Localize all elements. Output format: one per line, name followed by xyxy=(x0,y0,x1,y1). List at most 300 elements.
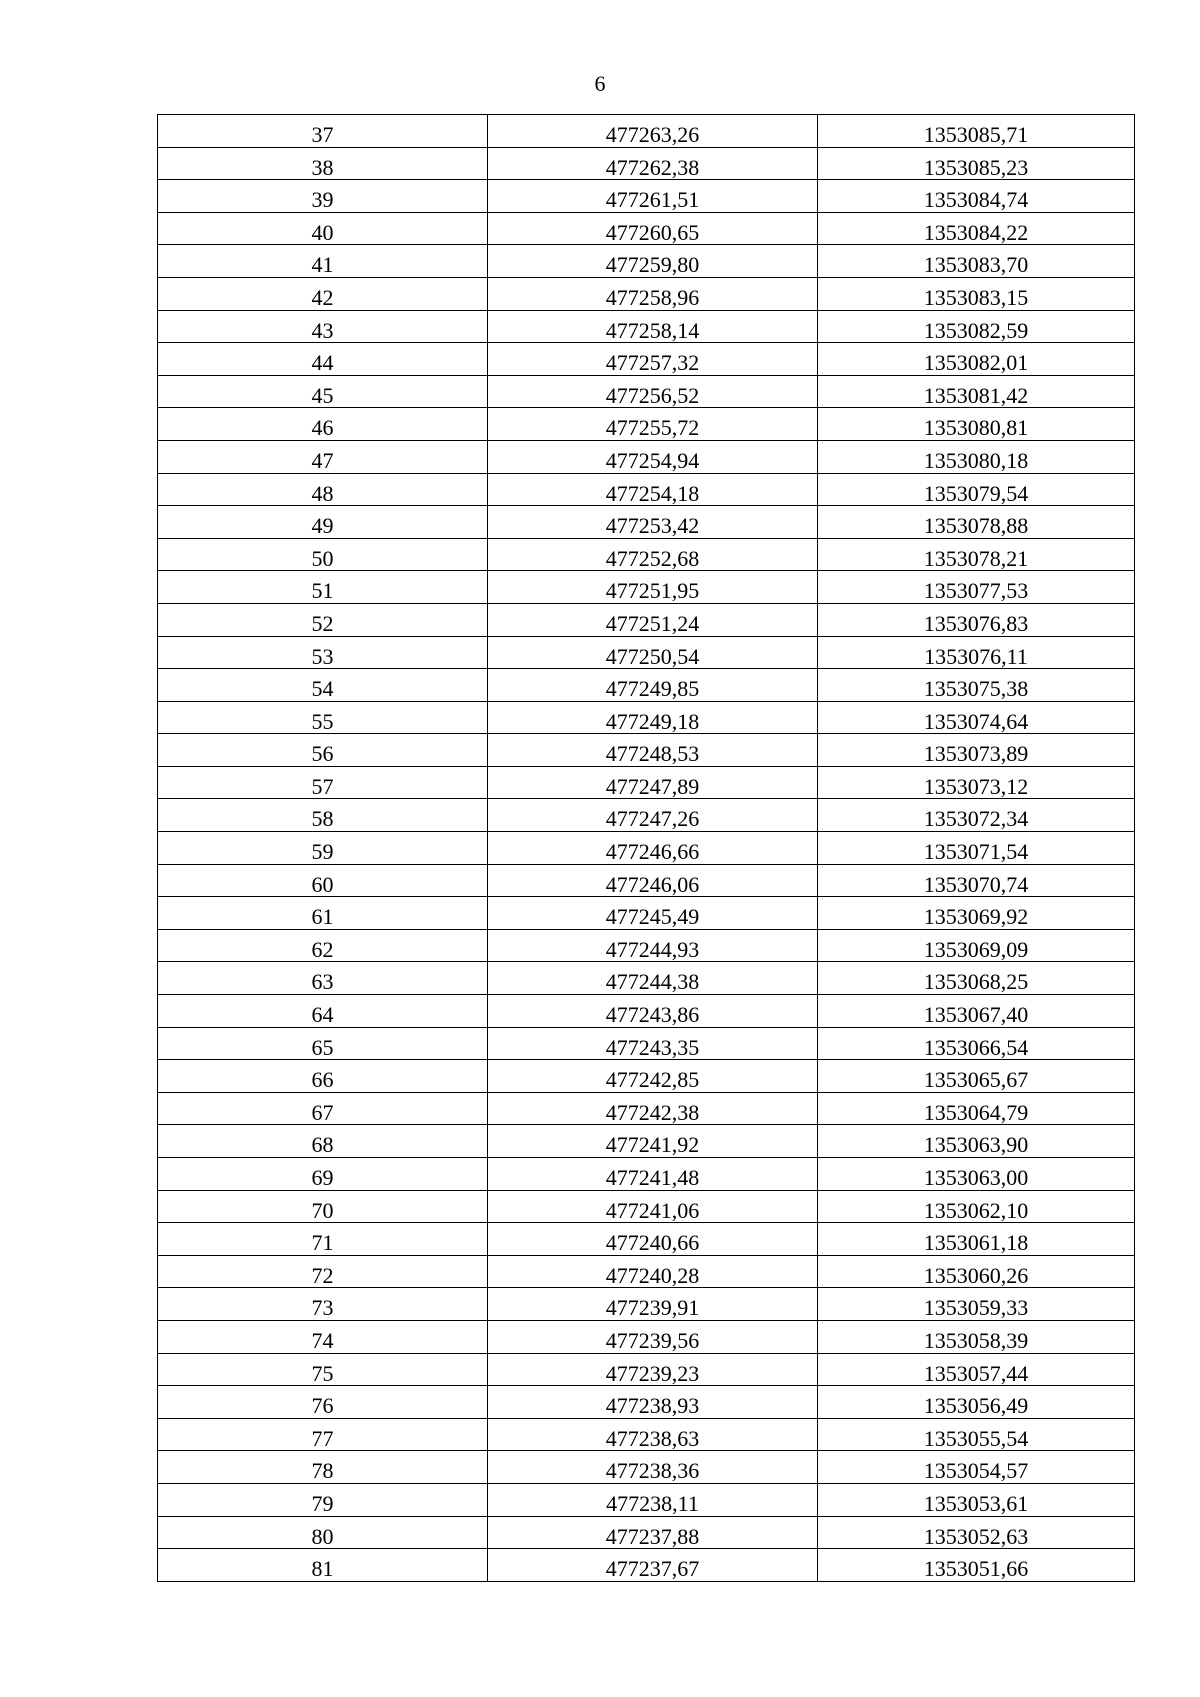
point-number-cell-text: 80 xyxy=(311,1523,334,1549)
table-row xyxy=(158,1125,1135,1158)
point-number-cell xyxy=(158,115,488,148)
table-row xyxy=(158,1353,1135,1386)
point-number-cell xyxy=(158,1353,488,1386)
y-coordinate-cell-text: 1353063,00 xyxy=(923,1165,1029,1190)
x-coordinate-cell xyxy=(488,962,818,995)
point-number-cell-text: 45 xyxy=(311,382,334,408)
point-number-cell xyxy=(158,1190,488,1223)
point-number-cell-text: 44 xyxy=(311,350,334,376)
point-number-cell xyxy=(158,1092,488,1125)
y-coordinate-cell xyxy=(818,1158,1135,1191)
table-body xyxy=(158,115,1135,1582)
y-coordinate-cell xyxy=(818,212,1135,245)
y-coordinate-cell-text: 1353083,15 xyxy=(923,284,1029,310)
y-coordinate-cell xyxy=(818,115,1135,148)
table-row xyxy=(158,147,1135,180)
point-number-cell-text: 47 xyxy=(311,447,334,473)
x-coordinate-cell xyxy=(488,1288,818,1321)
y-coordinate-cell-text: 1353063,90 xyxy=(923,1132,1029,1158)
x-coordinate-cell xyxy=(488,440,818,473)
table-row xyxy=(158,180,1135,213)
x-coordinate-cell xyxy=(488,310,818,343)
y-coordinate-cell xyxy=(818,766,1135,799)
y-coordinate-cell xyxy=(818,1288,1135,1321)
x-coordinate-cell-text: 477256,52 xyxy=(605,382,700,408)
y-coordinate-cell xyxy=(818,929,1135,962)
y-coordinate-cell xyxy=(818,1386,1135,1419)
y-coordinate-cell xyxy=(818,864,1135,897)
y-coordinate-cell-text: 1353076,11 xyxy=(924,643,1028,669)
point-number-cell xyxy=(158,473,488,506)
x-coordinate-cell-text: 477254,18 xyxy=(605,480,700,506)
point-number-cell xyxy=(158,277,488,310)
y-coordinate-cell-text: 1353051,66 xyxy=(923,1556,1029,1582)
x-coordinate-cell-text: 477240,66 xyxy=(605,1230,700,1256)
y-coordinate-cell-text: 1353052,63 xyxy=(923,1523,1029,1549)
x-coordinate-cell xyxy=(488,1125,818,1158)
table-row xyxy=(158,440,1135,473)
point-number-cell-text: 76 xyxy=(311,1393,334,1419)
x-coordinate-cell xyxy=(488,734,818,767)
point-number-cell xyxy=(158,1125,488,1158)
x-coordinate-cell-text: 477239,56 xyxy=(605,1327,700,1353)
x-coordinate-cell-text: 477243,35 xyxy=(605,1034,700,1060)
point-number-cell-text: 48 xyxy=(311,480,334,506)
x-coordinate-cell xyxy=(488,1255,818,1288)
x-coordinate-cell xyxy=(488,147,818,180)
table-row xyxy=(158,603,1135,636)
y-coordinate-cell-text: 1353082,01 xyxy=(923,350,1029,376)
y-coordinate-cell-text: 1353079,54 xyxy=(923,480,1029,506)
x-coordinate-cell-text: 477251,95 xyxy=(605,578,700,604)
point-number-cell-text: 55 xyxy=(311,708,334,734)
point-number-cell xyxy=(158,1288,488,1321)
point-number-cell xyxy=(158,864,488,897)
y-coordinate-cell-text: 1353055,54 xyxy=(923,1425,1029,1451)
x-coordinate-cell-text: 477249,85 xyxy=(605,676,700,702)
y-coordinate-cell-text: 1353069,92 xyxy=(923,904,1029,930)
point-number-cell xyxy=(158,832,488,865)
point-number-cell-text: 73 xyxy=(311,1295,334,1321)
point-number-cell-text: 56 xyxy=(311,741,334,767)
y-coordinate-cell-text: 1353061,18 xyxy=(923,1230,1029,1256)
point-number-cell xyxy=(158,1320,488,1353)
y-coordinate-cell-text: 1353053,61 xyxy=(923,1490,1029,1516)
x-coordinate-cell xyxy=(488,636,818,669)
point-number-cell-text: 54 xyxy=(311,676,334,702)
point-number-cell-text: 52 xyxy=(311,610,334,636)
y-coordinate-cell xyxy=(818,1516,1135,1549)
x-coordinate-cell-text: 477261,51 xyxy=(605,187,700,213)
point-number-cell xyxy=(158,212,488,245)
point-number-cell xyxy=(158,603,488,636)
x-coordinate-cell-text: 477259,80 xyxy=(605,252,700,278)
table-row xyxy=(158,245,1135,278)
y-coordinate-cell-text: 1353083,70 xyxy=(923,252,1029,278)
y-coordinate-cell xyxy=(818,603,1135,636)
point-number-cell-text: 79 xyxy=(311,1490,334,1516)
y-coordinate-cell-text: 1353085,23 xyxy=(923,154,1029,180)
page-number: 6 xyxy=(594,71,606,96)
table-row xyxy=(158,1451,1135,1484)
y-coordinate-cell xyxy=(818,506,1135,539)
x-coordinate-cell-text: 477244,38 xyxy=(605,969,700,995)
y-coordinate-cell xyxy=(818,1320,1135,1353)
point-number-cell-text: 39 xyxy=(311,187,334,213)
x-coordinate-cell xyxy=(488,799,818,832)
point-number-cell-text: 60 xyxy=(311,871,334,897)
x-coordinate-cell-text: 477241,92 xyxy=(605,1132,700,1158)
y-coordinate-cell-text: 1353069,09 xyxy=(923,936,1029,962)
x-coordinate-cell-text: 477240,28 xyxy=(605,1262,700,1288)
table-row xyxy=(158,734,1135,767)
y-coordinate-cell xyxy=(818,1255,1135,1288)
y-coordinate-cell xyxy=(818,962,1135,995)
point-number-cell-text: 78 xyxy=(311,1458,334,1484)
point-number-cell-text: 81 xyxy=(311,1556,334,1582)
y-coordinate-cell-text: 1353056,49 xyxy=(923,1393,1029,1419)
y-coordinate-cell xyxy=(818,1060,1135,1093)
x-coordinate-cell xyxy=(488,1353,818,1386)
y-coordinate-cell-text: 1353073,12 xyxy=(923,773,1029,799)
x-coordinate-cell-text: 477238,93 xyxy=(605,1393,700,1419)
y-coordinate-cell xyxy=(818,669,1135,702)
point-number-cell xyxy=(158,147,488,180)
x-coordinate-cell-text: 477248,53 xyxy=(605,741,700,767)
table-row xyxy=(158,1223,1135,1256)
x-coordinate-cell-text: 477254,94 xyxy=(605,447,700,473)
x-coordinate-cell-text: 477258,14 xyxy=(605,317,700,343)
x-coordinate-cell xyxy=(488,408,818,441)
x-coordinate-cell-text: 477247,89 xyxy=(605,773,700,799)
y-coordinate-cell-text: 1353085,71 xyxy=(923,122,1029,147)
point-number-cell xyxy=(158,1483,488,1516)
y-coordinate-cell-text: 1353080,18 xyxy=(923,447,1029,473)
y-coordinate-cell xyxy=(818,440,1135,473)
point-number-cell xyxy=(158,995,488,1028)
point-number-cell xyxy=(158,1158,488,1191)
x-coordinate-cell xyxy=(488,506,818,539)
x-coordinate-cell xyxy=(488,1483,818,1516)
point-number-cell-text: 59 xyxy=(311,839,334,865)
x-coordinate-cell xyxy=(488,929,818,962)
y-coordinate-cell xyxy=(818,147,1135,180)
table-row xyxy=(158,636,1135,669)
x-coordinate-cell-text: 477246,06 xyxy=(605,871,700,897)
point-number-cell-text: 40 xyxy=(311,219,334,245)
y-coordinate-cell xyxy=(818,277,1135,310)
table-row xyxy=(158,799,1135,832)
table-row xyxy=(158,1516,1135,1549)
x-coordinate-cell xyxy=(488,603,818,636)
point-number-cell xyxy=(158,538,488,571)
x-coordinate-cell xyxy=(488,245,818,278)
x-coordinate-cell-text: 477242,38 xyxy=(605,1099,700,1125)
x-coordinate-cell xyxy=(488,115,818,148)
table-row xyxy=(158,1190,1135,1223)
table-row xyxy=(158,408,1135,441)
y-coordinate-cell xyxy=(818,1223,1135,1256)
table-row xyxy=(158,766,1135,799)
x-coordinate-cell xyxy=(488,766,818,799)
point-number-cell xyxy=(158,1223,488,1256)
table-row xyxy=(158,375,1135,408)
x-coordinate-cell-text: 477247,26 xyxy=(605,806,700,832)
point-number-cell xyxy=(158,1451,488,1484)
table-row xyxy=(158,832,1135,865)
point-number-cell-text: 74 xyxy=(311,1327,334,1353)
y-coordinate-cell xyxy=(818,832,1135,865)
x-coordinate-cell-text: 477237,88 xyxy=(605,1523,700,1549)
y-coordinate-cell xyxy=(818,1092,1135,1125)
y-coordinate-cell-text: 1353064,79 xyxy=(923,1099,1029,1125)
x-coordinate-cell xyxy=(488,864,818,897)
table-row xyxy=(158,1483,1135,1516)
x-coordinate-cell-text: 477238,11 xyxy=(606,1490,699,1516)
y-coordinate-cell xyxy=(818,343,1135,376)
point-number-cell-text: 69 xyxy=(311,1165,334,1190)
table-row xyxy=(158,995,1135,1028)
table-row xyxy=(158,1027,1135,1060)
table-row xyxy=(158,277,1135,310)
point-number-cell xyxy=(158,408,488,441)
y-coordinate-cell-text: 1353058,39 xyxy=(923,1327,1029,1353)
x-coordinate-cell-text: 477245,49 xyxy=(605,904,700,930)
y-coordinate-cell xyxy=(818,245,1135,278)
table-row xyxy=(158,864,1135,897)
y-coordinate-cell-text: 1353076,83 xyxy=(923,610,1029,636)
table-row xyxy=(158,473,1135,506)
x-coordinate-cell xyxy=(488,669,818,702)
x-coordinate-cell xyxy=(488,995,818,1028)
point-number-cell-text: 61 xyxy=(311,904,334,930)
table-row xyxy=(158,1386,1135,1419)
y-coordinate-cell xyxy=(818,310,1135,343)
y-coordinate-cell xyxy=(818,1483,1135,1516)
point-number-cell xyxy=(158,799,488,832)
y-coordinate-cell xyxy=(818,636,1135,669)
point-number-cell xyxy=(158,929,488,962)
x-coordinate-cell xyxy=(488,1158,818,1191)
point-number-cell-text: 68 xyxy=(311,1132,334,1158)
y-coordinate-cell-text: 1353066,54 xyxy=(923,1034,1029,1060)
y-coordinate-cell-text: 1353081,42 xyxy=(923,382,1029,408)
y-coordinate-cell xyxy=(818,473,1135,506)
point-number-cell xyxy=(158,1386,488,1419)
y-coordinate-cell-text: 1353077,53 xyxy=(923,578,1029,604)
point-number-cell-text: 75 xyxy=(311,1360,334,1386)
point-number-cell-text: 63 xyxy=(311,969,334,995)
x-coordinate-cell-text: 477238,63 xyxy=(605,1425,700,1451)
point-number-cell-text: 65 xyxy=(311,1034,334,1060)
point-number-cell-text: 46 xyxy=(311,415,334,441)
x-coordinate-cell-text: 477241,48 xyxy=(605,1165,700,1190)
point-number-cell xyxy=(158,636,488,669)
point-number-cell-text: 58 xyxy=(311,806,334,832)
point-number-cell xyxy=(158,1060,488,1093)
x-coordinate-cell xyxy=(488,1320,818,1353)
point-number-cell-text: 72 xyxy=(311,1262,334,1288)
table-row xyxy=(158,1092,1135,1125)
y-coordinate-cell xyxy=(818,1451,1135,1484)
point-number-cell xyxy=(158,1255,488,1288)
x-coordinate-cell xyxy=(488,1451,818,1484)
point-number-cell xyxy=(158,1027,488,1060)
table-row xyxy=(158,571,1135,604)
point-number-cell-text: 67 xyxy=(311,1099,334,1125)
y-coordinate-cell-text: 1353060,26 xyxy=(923,1262,1029,1288)
table-row xyxy=(158,1060,1135,1093)
x-coordinate-cell-text: 477237,67 xyxy=(605,1556,700,1582)
y-coordinate-cell-text: 1353075,38 xyxy=(923,676,1029,702)
point-number-cell-text: 42 xyxy=(311,284,334,310)
point-number-cell-text: 50 xyxy=(311,545,334,571)
y-coordinate-cell xyxy=(818,701,1135,734)
point-number-cell xyxy=(158,571,488,604)
y-coordinate-cell xyxy=(818,538,1135,571)
x-coordinate-cell-text: 477238,36 xyxy=(605,1458,700,1484)
y-coordinate-cell xyxy=(818,180,1135,213)
y-coordinate-cell xyxy=(818,408,1135,441)
x-coordinate-cell-text: 477249,18 xyxy=(605,708,700,734)
table-row xyxy=(158,1288,1135,1321)
x-coordinate-cell xyxy=(488,180,818,213)
y-coordinate-cell-text: 1353054,57 xyxy=(923,1458,1029,1484)
y-coordinate-cell xyxy=(818,1027,1135,1060)
point-number-cell xyxy=(158,180,488,213)
point-number-cell xyxy=(158,440,488,473)
x-coordinate-cell-text: 477239,23 xyxy=(605,1360,700,1386)
x-coordinate-cell-text: 477250,54 xyxy=(605,643,700,669)
x-coordinate-cell-text: 477255,72 xyxy=(605,415,700,441)
point-number-cell xyxy=(158,245,488,278)
point-number-cell xyxy=(158,669,488,702)
point-number-cell xyxy=(158,343,488,376)
x-coordinate-cell xyxy=(488,212,818,245)
y-coordinate-cell-text: 1353084,74 xyxy=(923,187,1029,213)
x-coordinate-cell xyxy=(488,1190,818,1223)
table-row xyxy=(158,1549,1135,1582)
x-coordinate-cell xyxy=(488,1027,818,1060)
y-coordinate-cell xyxy=(818,375,1135,408)
y-coordinate-cell xyxy=(818,734,1135,767)
point-number-cell-text: 43 xyxy=(311,317,334,343)
y-coordinate-cell xyxy=(818,897,1135,930)
y-coordinate-cell-text: 1353062,10 xyxy=(923,1197,1029,1223)
y-coordinate-cell xyxy=(818,799,1135,832)
y-coordinate-cell-text: 1353078,88 xyxy=(923,513,1029,539)
y-coordinate-cell-text: 1353074,64 xyxy=(923,708,1029,734)
x-coordinate-cell xyxy=(488,473,818,506)
table-row xyxy=(158,1255,1135,1288)
y-coordinate-cell-text: 1353082,59 xyxy=(923,317,1029,343)
point-number-cell-text: 71 xyxy=(311,1230,334,1256)
x-coordinate-cell-text: 477262,38 xyxy=(605,154,700,180)
table-row xyxy=(158,929,1135,962)
y-coordinate-cell-text: 1353070,74 xyxy=(923,871,1029,897)
point-number-cell-text: 66 xyxy=(311,1067,334,1093)
x-coordinate-cell xyxy=(488,832,818,865)
x-coordinate-cell-text: 477243,86 xyxy=(605,1002,700,1028)
point-number-cell xyxy=(158,701,488,734)
point-number-cell-text: 70 xyxy=(311,1197,334,1223)
x-coordinate-cell-text: 477260,65 xyxy=(605,219,700,245)
table-row xyxy=(158,212,1135,245)
y-coordinate-cell xyxy=(818,1418,1135,1451)
y-coordinate-cell-text: 1353057,44 xyxy=(923,1360,1029,1386)
x-coordinate-cell-text: 477239,91 xyxy=(605,1295,700,1321)
x-coordinate-cell xyxy=(488,1516,818,1549)
table-row xyxy=(158,506,1135,539)
point-number-cell-text: 57 xyxy=(311,773,334,799)
point-number-cell xyxy=(158,766,488,799)
table-row xyxy=(158,897,1135,930)
table-row xyxy=(158,538,1135,571)
y-coordinate-cell-text: 1353068,25 xyxy=(923,969,1029,995)
table-row xyxy=(158,701,1135,734)
point-number-cell xyxy=(158,897,488,930)
x-coordinate-cell xyxy=(488,343,818,376)
point-number-cell xyxy=(158,1549,488,1582)
point-number-cell xyxy=(158,962,488,995)
y-coordinate-cell-text: 1353071,54 xyxy=(923,839,1029,865)
table-row xyxy=(158,669,1135,702)
x-coordinate-cell xyxy=(488,538,818,571)
x-coordinate-cell xyxy=(488,1223,818,1256)
x-coordinate-cell-text: 477258,96 xyxy=(605,284,700,310)
point-number-cell-text: 64 xyxy=(311,1002,334,1028)
x-coordinate-cell xyxy=(488,1092,818,1125)
x-coordinate-cell-text: 477253,42 xyxy=(605,513,700,539)
x-coordinate-cell-text: 477252,68 xyxy=(605,545,700,571)
point-number-cell xyxy=(158,310,488,343)
point-number-cell xyxy=(158,506,488,539)
point-number-cell-text: 53 xyxy=(311,643,334,669)
x-coordinate-cell xyxy=(488,701,818,734)
point-number-cell-text: 77 xyxy=(311,1425,334,1451)
coordinates-table xyxy=(157,114,1135,1582)
table-row xyxy=(158,1418,1135,1451)
y-coordinate-cell xyxy=(818,571,1135,604)
x-coordinate-cell-text: 477251,24 xyxy=(605,610,700,636)
point-number-cell-text: 51 xyxy=(311,578,334,604)
point-number-cell xyxy=(158,734,488,767)
point-number-cell-text: 49 xyxy=(311,513,334,539)
x-coordinate-cell-text: 477242,85 xyxy=(605,1067,700,1093)
y-coordinate-cell xyxy=(818,995,1135,1028)
point-number-cell-text: 41 xyxy=(311,252,334,278)
table-row xyxy=(158,343,1135,376)
x-coordinate-cell-text: 477263,26 xyxy=(605,122,700,147)
x-coordinate-cell-text: 477241,06 xyxy=(605,1197,700,1223)
y-coordinate-cell-text: 1353065,67 xyxy=(923,1067,1029,1093)
point-number-cell-text: 37 xyxy=(311,122,334,147)
x-coordinate-cell xyxy=(488,277,818,310)
y-coordinate-cell xyxy=(818,1353,1135,1386)
x-coordinate-cell xyxy=(488,1418,818,1451)
y-coordinate-cell xyxy=(818,1125,1135,1158)
y-coordinate-cell xyxy=(818,1190,1135,1223)
y-coordinate-cell-text: 1353078,21 xyxy=(923,545,1029,571)
table-row xyxy=(158,1158,1135,1191)
y-coordinate-cell-text: 1353067,40 xyxy=(923,1002,1029,1028)
point-number-cell xyxy=(158,375,488,408)
x-coordinate-cell-text: 477246,66 xyxy=(605,839,700,865)
table-row xyxy=(158,1320,1135,1353)
y-coordinate-cell-text: 1353072,34 xyxy=(923,806,1029,832)
x-coordinate-cell-text: 477244,93 xyxy=(605,936,700,962)
x-coordinate-cell xyxy=(488,897,818,930)
